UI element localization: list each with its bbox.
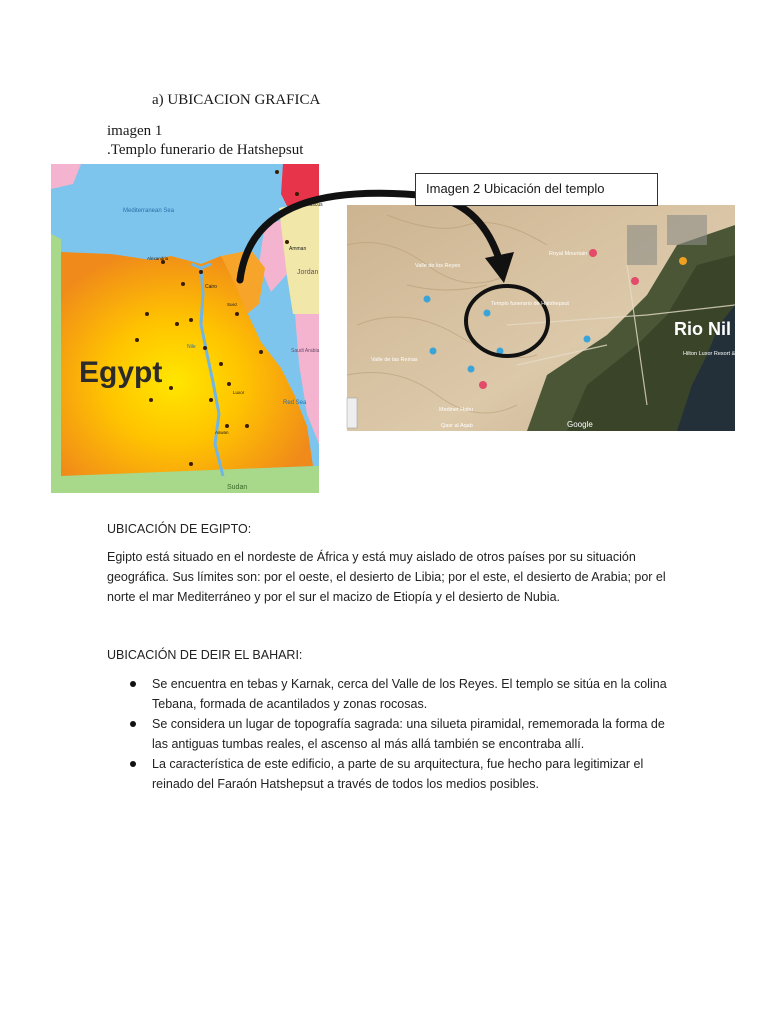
map2-river-label: Rio Nil [674, 319, 731, 339]
map1-city-alexandria: Alexandria [147, 256, 169, 261]
imagen2-caption-box: Imagen 2 Ubicación del templo [415, 173, 658, 206]
deir-bullet-item: La característica de este edificio, a parte de su arquitectura, fue hecho para legitimizar el reinado del Faraón Hatshepsut a través de todos los medios posibles. [107, 754, 667, 794]
map2-place-royal-mountain: Royal Mountain [549, 251, 588, 257]
map1-saudi-label: Saudi Arabia [291, 348, 320, 354]
map1-jordan-label: Jordan [297, 269, 319, 276]
imagen1-caption [107, 122, 303, 160]
map1-city-cairo: Cairo [205, 284, 217, 290]
egypt-map-image [51, 164, 323, 493]
map1-nile-label: Nile [187, 344, 196, 350]
imagen1-title: imagen 1 [107, 123, 163, 139]
map1-red-sea-label: Red Sea [283, 400, 307, 406]
egipto-heading: UBICACIÓN DE EGIPTO: [107, 522, 252, 536]
map1-city-suez: Suez [227, 302, 238, 307]
map1-city-damascus: Damascus [299, 202, 323, 208]
map2-place-valle-reinas: Valle de las Reinas [371, 357, 418, 363]
map1-city-luxor: Luxor [233, 390, 245, 395]
satellite-map-image [347, 205, 747, 431]
map1-city-amman: Amman [289, 246, 307, 252]
map1-country-label: Egypt [79, 356, 163, 389]
map2-place-qasr: Qasr al Aqab [441, 423, 473, 429]
imagen1-subtitle: .Templo funerario de Hatshepsut [107, 142, 304, 158]
map2-place-valle-reyes: Valle de los Reyes [415, 263, 461, 269]
egipto-paragraph: Egipto está situado en el nordeste de África y está muy aislado de otros países por su situación geográfica. Sus límites son: por el oeste, el desierto de Libia; por el este, el desierto de Arabia; por el norte el mar Mediterráneo y por el sur el macizo de Etiopía y el desierto de Nubia. [107, 550, 666, 604]
map1-city-aswan: Aswan [215, 430, 229, 435]
map2-place-medinet-habu: Medinet Habu [439, 407, 474, 413]
map2-place-hilton: Hilton Luxor Resort & Spa [683, 351, 747, 357]
deir-heading: UBICACIÓN DE DEIR EL BAHARI: [107, 648, 303, 662]
deir-bullet-list [107, 674, 667, 794]
section-heading: a) UBICACION GRAFICA [152, 92, 321, 108]
map2-place-templo: Templo funerario de Hatshepsut [491, 301, 569, 307]
deir-bullet-item: Se considera un lugar de topografía sagrada: una silueta piramidal, rememorada la forma de las antiguas tumbas reales, el ascenso al más allá también se encontraba allí. [107, 714, 667, 754]
map1-sea-label: Mediterranean Sea [123, 208, 175, 214]
map1-sudan-label: Sudan [227, 484, 248, 491]
map2-google-logo: Google [567, 420, 593, 429]
deir-bullet-item: Se encuentra en tebas y Karnak, cerca del Valle de los Reyes. El templo se sitúa en la colina Tebana, formada de acantilados y zonas rocosas. [107, 674, 667, 714]
